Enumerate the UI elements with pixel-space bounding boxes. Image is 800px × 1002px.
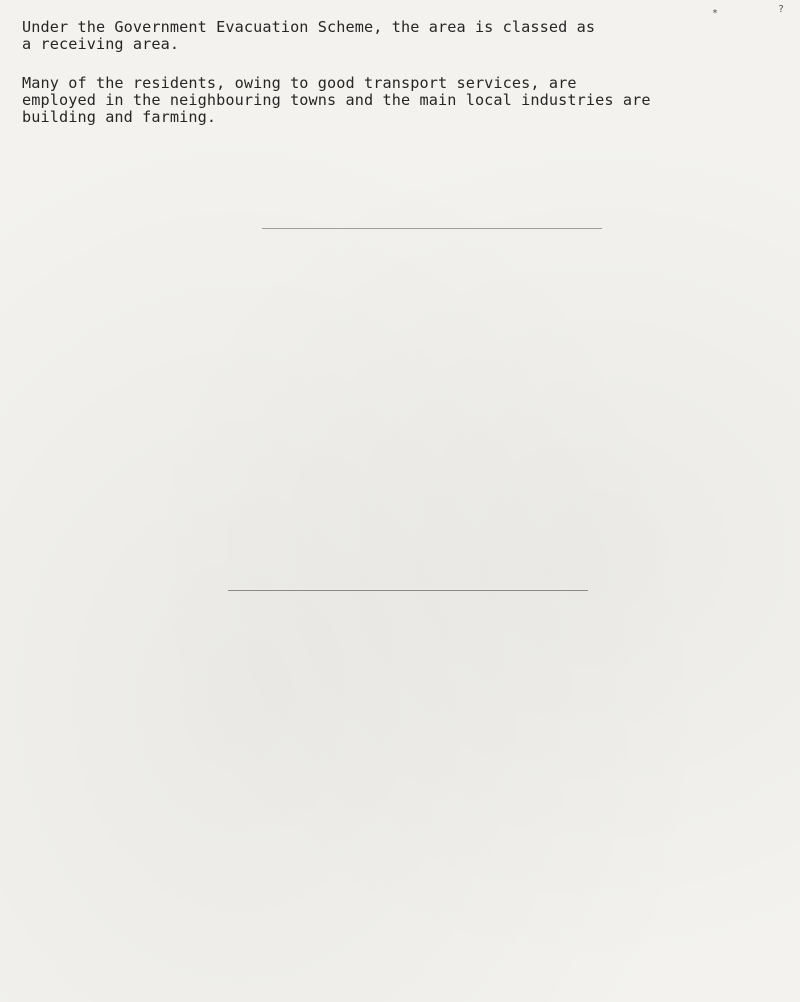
paragraph-residents-employment: Many of the residents, owing to good transport services, are employed in the neighbouring towns and the main local industries are building and farming. — [22, 74, 651, 126]
bleed-through-rule — [262, 228, 602, 229]
reverse-side-bleed-through — [0, 135, 800, 1002]
margin-mark: * — [712, 8, 719, 19]
margin-mark: ? — [778, 4, 785, 15]
bleed-through-rule — [228, 590, 588, 591]
paragraph-evacuation-scheme: Under the Government Evacuation Scheme, the area is classed as a receiving area. — [22, 18, 596, 53]
